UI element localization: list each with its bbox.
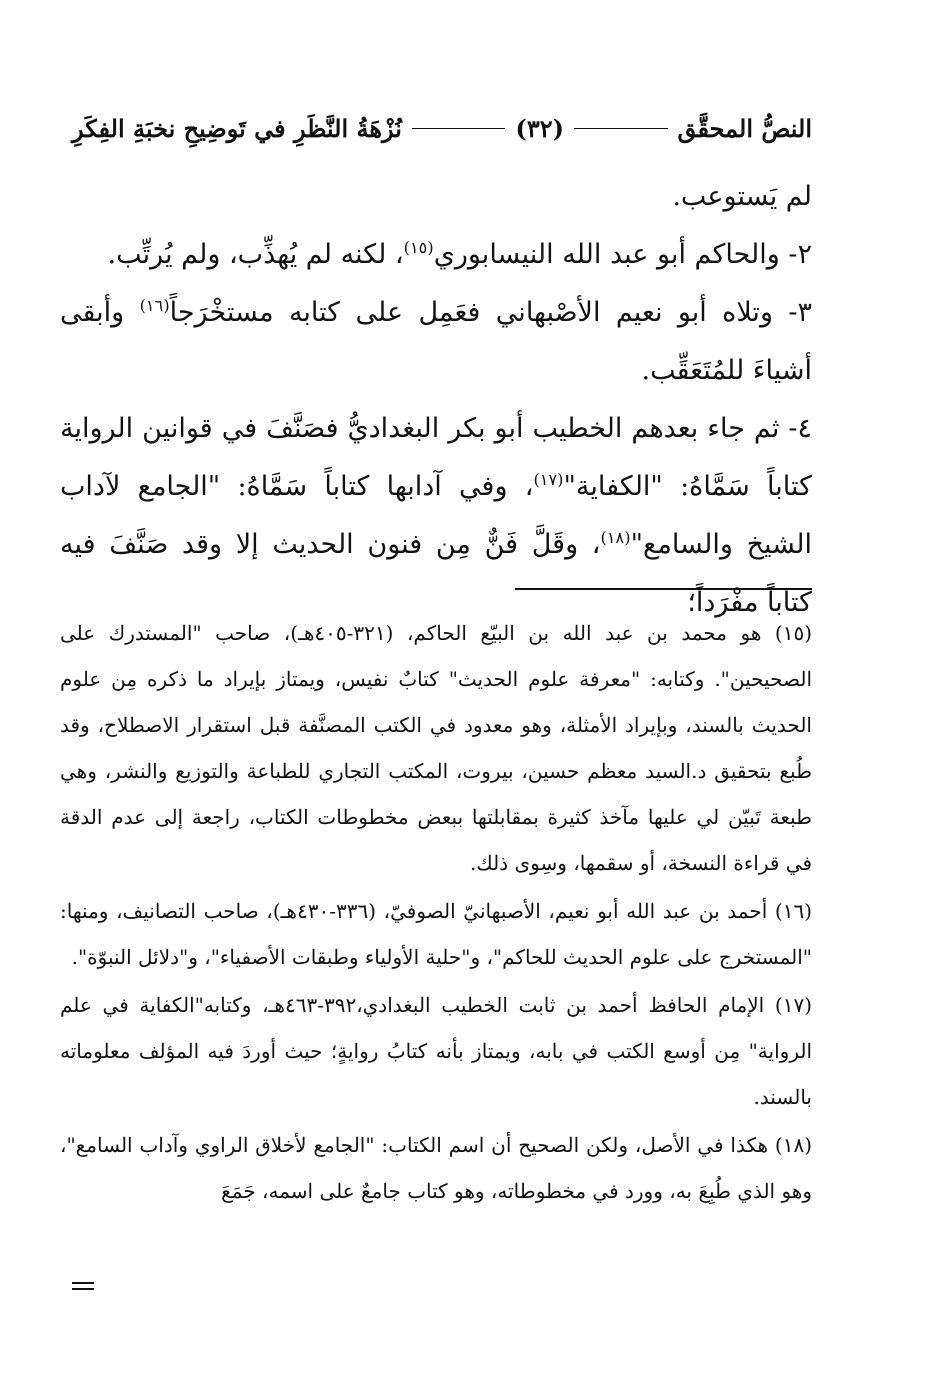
- header-rule: [574, 128, 668, 129]
- section-title: النصُّ المحقَّق: [677, 113, 812, 143]
- list-item-2: [60, 226, 812, 284]
- item-text: ، لكنه لم يُهذِّب، ولم يُرتِّب.: [107, 239, 404, 270]
- footnote-16: (١٦) أحمد بن عبد الله أبو نعيم، الأصبهانيّ الصوفيّ، (٣٣٦-٤٣٠هـ)، صاحب التصانيف، ومنها: "المستخرج على علوم الحديث للحاكم"، و"حلية الأولياء وطبقات الأصفياء"، و"دلائل النبوّة".: [60, 899, 812, 969]
- footnote-ref: (١٥): [403, 238, 434, 257]
- list-item-4: [60, 400, 812, 632]
- footnote-17: (١٧) الإمام الحافظ أحمد بن ثابت الخطيب البغدادي،٣٩٢-٤٦٣هـ، وكتابه"الكفاية في علم الرواية" مِن أوسع الكتب في بابه، ويمتاز بأنه كتابُ روايةٍ؛ حيث أوردَ فيه المؤلف معلوماته بالسند.: [60, 993, 812, 1109]
- footnote-18: (١٨) هكذا في الأصل، ولكن الصحيح أن اسم الكتاب: "الجامع لأخلاق الراوي وآداب السامع"، وهو الذي طُبِعَ به، وورد في مخطوطاته، وهو كتاب جامعٌ على اسمه، جَمَعَ: [60, 1133, 813, 1203]
- footnote-ref: (١٧): [533, 470, 564, 489]
- book-title: نُزْهَةُ النَّظَرِ في تَوضِيحِ نخبَةِ الفِكَرِ: [72, 113, 402, 143]
- item-text: ، وفي آدابها كتاباً سَمَّاهُ: "الجامع لآداب الشيخ والسامع": [60, 471, 812, 560]
- item-text: ٢- والحاكم أبو عبد الله النيسابوري: [433, 239, 812, 270]
- continuation-mark: [72, 1282, 94, 1294]
- item-text: ٤- ثم جاء بعدهم الخطيب أبو بكر البغداديُّ فصَنَّفَ في قوانين الرواية كتاباً سَمَّاهُ: "الكفاية": [60, 413, 812, 502]
- footnote-15: (١٥) هو محمد بن عبد الله بن البيّع الحاكم، (٣٢١-٤٠٥هـ)، صاحب "المستدرك على الصحيحين". وكتابه: "معرفة علوم الحديث" كتابٌ نفيس، ويمتاز بإيراد ما ذكره مِن علوم الحديث بالسند، وبإيراد الأمثلة، وهو معدود في الكتب المصنَّفة قبل استقرار الاصطلاح، وقد طُبع بتحقيق د.السيد معظم حسين، بيروت، المكتب التجاري للطباعة والتوزيع والنشر، وهي طبعة تَبيّن لي عليها مآخذ كثيرة بمقابلتها ببعض مخطوطات الكتاب، راجعة إلى عدم الدقة في قراءة النسخة، أو سقمها، وسِوى ذلك.: [60, 621, 813, 875]
- item-text: ، وقَلَّ فَنٌّ مِن فنون الحديث إلا وقد صَنَّفَ فيه كتاباً مفْرَداً؛: [60, 529, 812, 618]
- footnote-separator: [515, 588, 812, 590]
- footnote-ref: (١٨): [600, 528, 631, 547]
- footnotes: [60, 610, 812, 1214]
- item-text: وأبقى أشياءَ للمُتَعَقِّب.: [60, 297, 812, 386]
- page-number: (٣٢): [515, 113, 564, 143]
- footnote-ref: (١٦): [139, 296, 170, 315]
- header-rule: [412, 128, 506, 129]
- list-item-3: [60, 284, 812, 400]
- item-text: ٣- وتلاه أبو نعيم الأصْبهاني فعَمِل على كتابه مستخْرَجاً: [169, 297, 812, 328]
- main-text: [60, 168, 812, 632]
- paragraph-0: لم يَستوعب.: [672, 181, 812, 212]
- running-header: [72, 108, 812, 148]
